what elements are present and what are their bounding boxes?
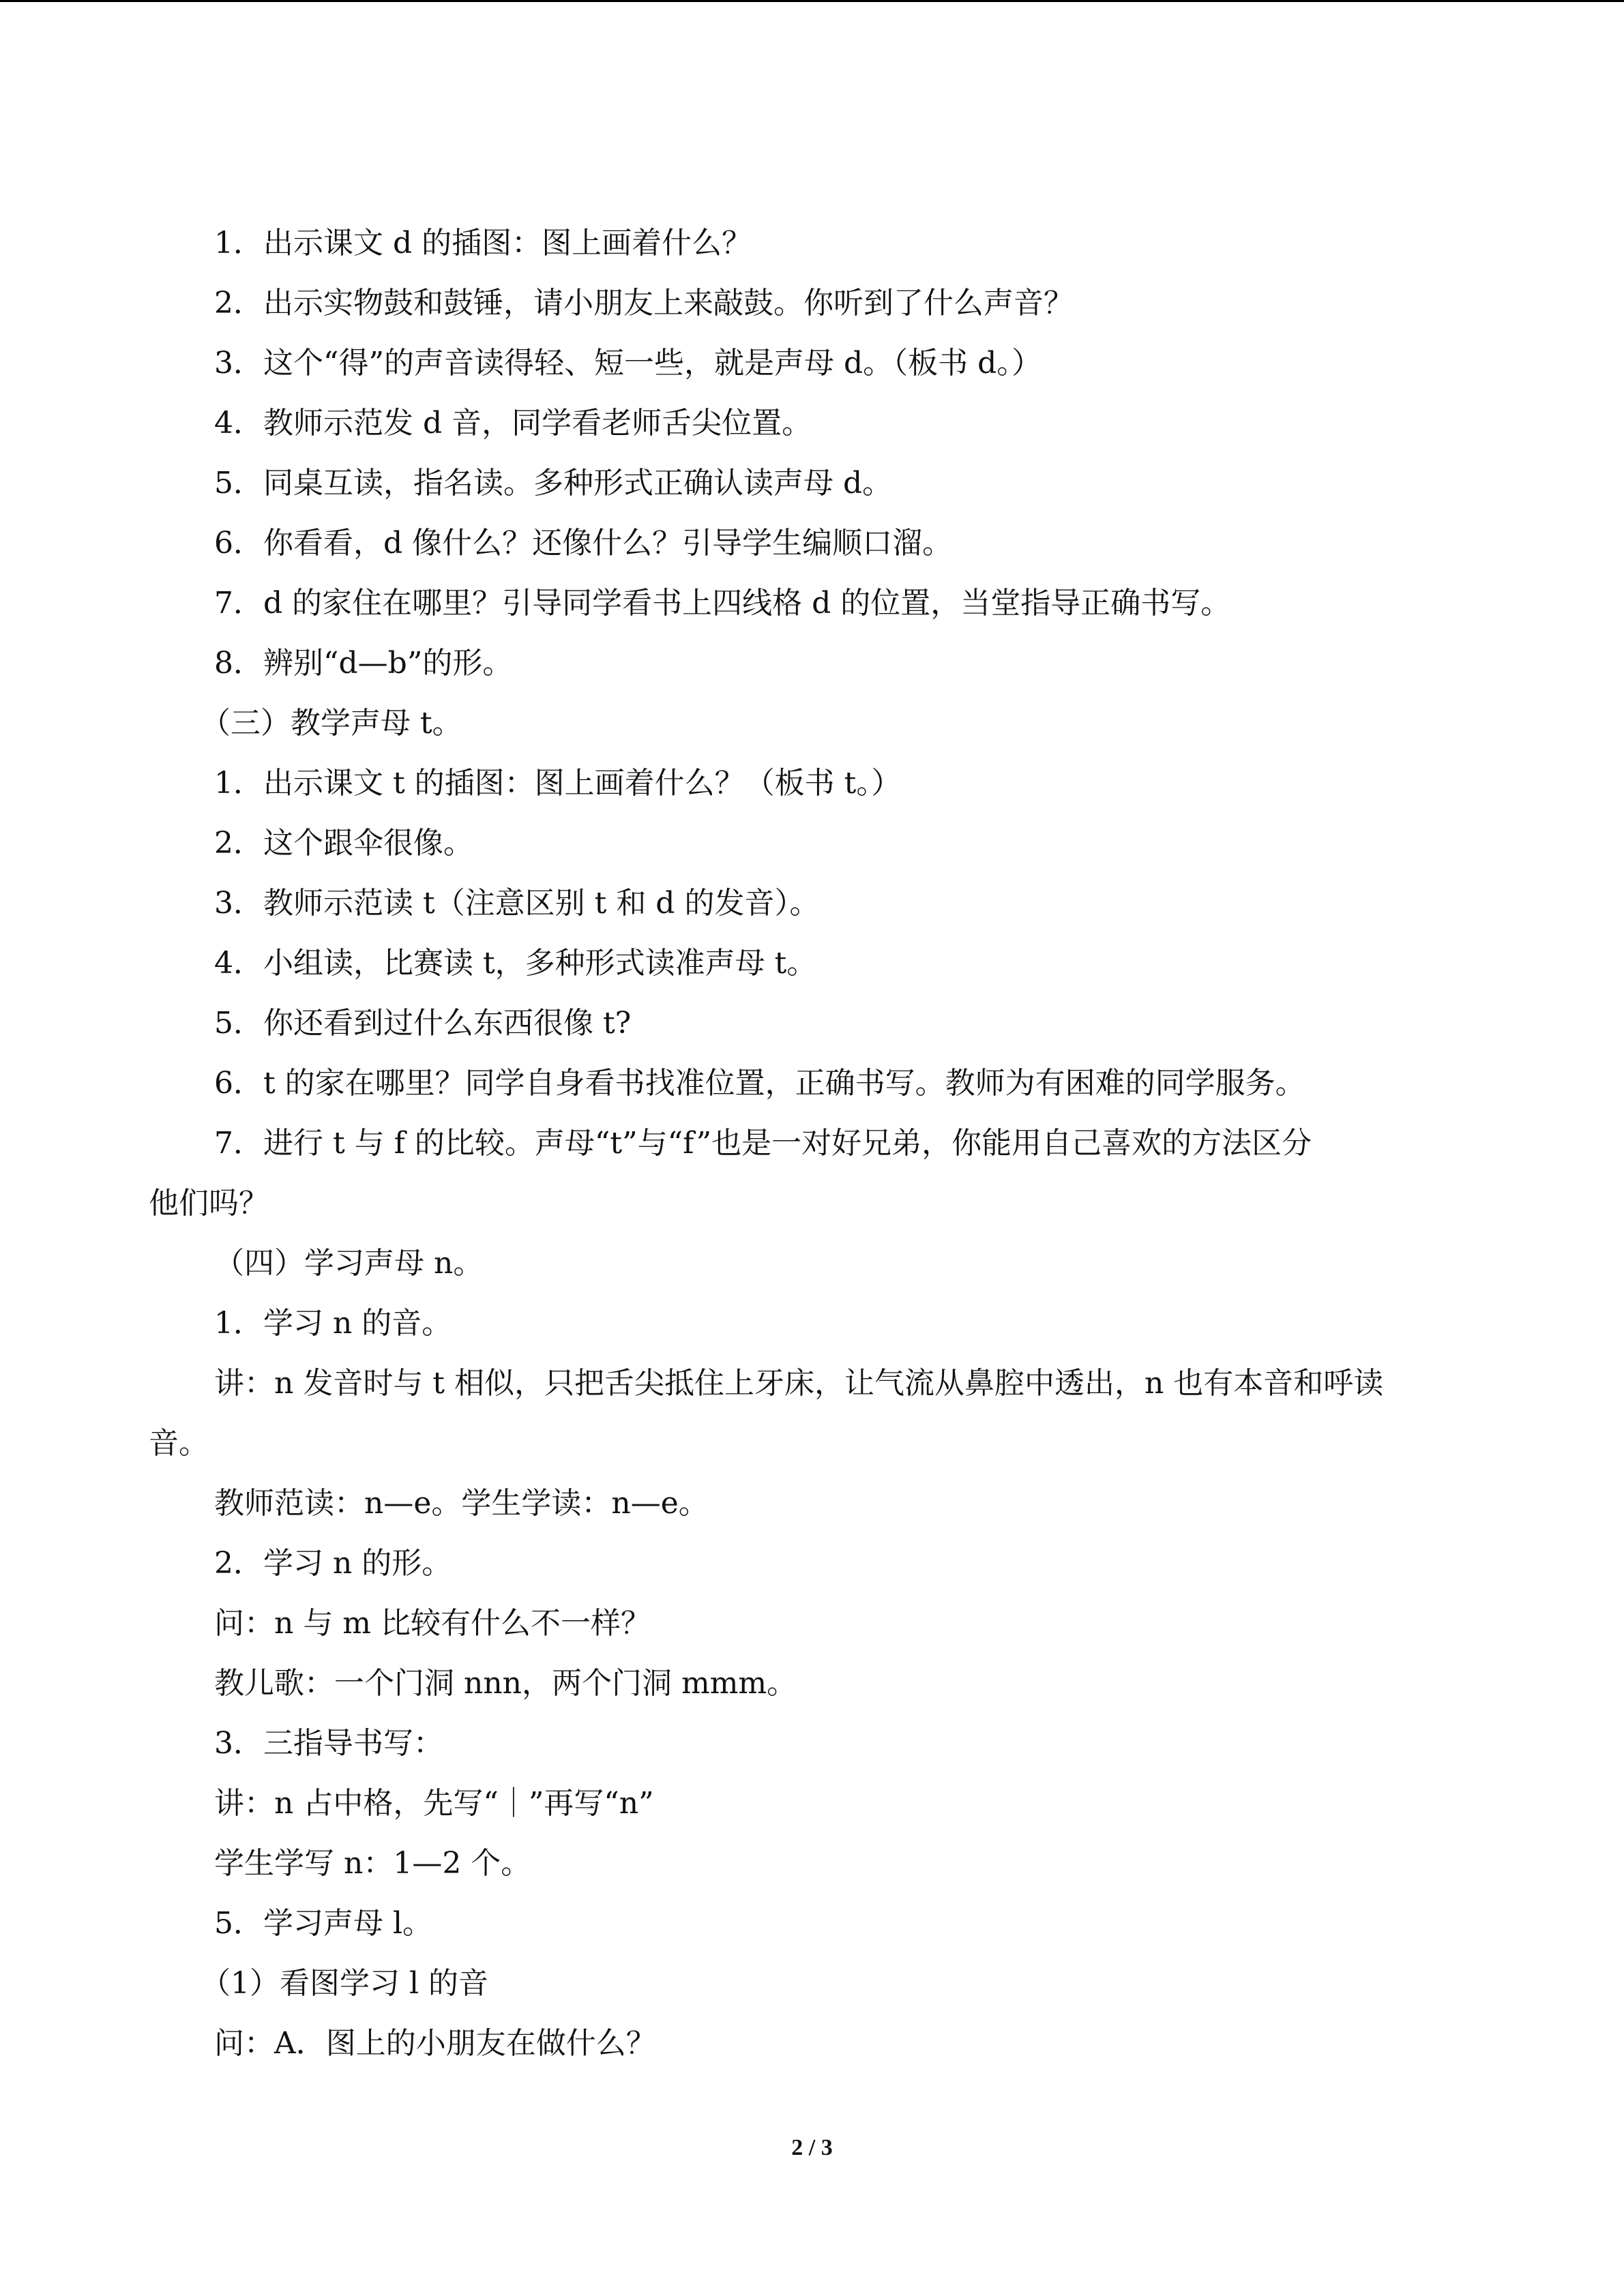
text-line-16: 7．进行 t 与 f 的比较。声母“t”与“f”也是一对好兄弟，你能用自己喜欢的方法区分: [214, 1126, 1312, 1161]
section-heading-4: （四）学习声母 n。: [214, 1246, 484, 1281]
page-number: 2 / 3: [791, 2135, 833, 2160]
text-line-27: 讲：n 占中格，先写“｜”再写“n”: [214, 1786, 654, 1821]
text-line-6: 6．你看看，d 像什么？还像什么？引导学生编顺口溜。: [214, 526, 953, 561]
text-line-31: 问：A．图上的小朋友在做什么？: [214, 2026, 656, 2061]
text-line-30: （1）看图学习 l 的音: [201, 1966, 489, 2001]
text-line-14: 5．你还看到过什么东西很像 t?: [214, 1006, 632, 1041]
text-line-17: 他们吗？: [149, 1186, 269, 1221]
text-line-11: 2．这个跟伞很像。: [214, 826, 473, 861]
text-line-25: 教儿歌：一个门洞 nnn，两个门洞 mmm。: [214, 1666, 797, 1701]
text-line-1: 1．出示课文 d 的插图：图上画着什么？: [214, 226, 752, 260]
text-line-29: 5．学习声母 l。: [214, 1906, 433, 1941]
text-line-8: 8．辨别“d—b”的形。: [214, 646, 513, 681]
text-line-7: 7．d 的家住在哪里？引导同学看书上四线格 d 的位置，当堂指导正确书写。: [214, 586, 1231, 621]
text-line-15: 6．t 的家在哪里？同学自身看书找准位置，正确书写。教师为有困难的同学服务。: [214, 1066, 1305, 1101]
text-line-23: 2．学习 n 的形。: [214, 1546, 452, 1581]
text-line-24: 问：n 与 m 比较有什么不一样？: [214, 1606, 651, 1641]
text-line-22: 教师范读：n—e。学生学读：n—e。: [214, 1486, 709, 1521]
text-line-3: 3．这个“得”的声音读得轻、短一些，就是声母 d。（板书 d。）: [214, 346, 1042, 381]
text-line-21: 音。: [149, 1426, 209, 1461]
document-body: [149, 213, 1472, 2074]
section-heading-3: （三）教学声母 t。: [201, 706, 462, 741]
text-line-5: 5．同桌互读，指名读。多种形式正确认读声母 d。: [214, 466, 893, 501]
text-line-19: 1．学习 n 的音。: [214, 1306, 452, 1341]
text-line-12: 3．教师示范读 t（注意区别 t 和 d 的发音）。: [214, 886, 820, 921]
text-line-20: 讲：n 发音时与 t 相似，只把舌尖抵住上牙床，让气流从鼻腔中透出，n 也有本音和呼读: [214, 1366, 1384, 1401]
text-line-2: 2．出示实物鼓和鼓锤，请小朋友上来敲鼓。你听到了什么声音？: [214, 286, 1074, 320]
text-line-26: 3．三指导书写：: [214, 1726, 443, 1761]
text-line-28: 学生学写 n：1—2 个。: [214, 1846, 531, 1881]
text-line-10: 1．出示课文 t 的插图：图上画着什么？（板书 t。）: [214, 766, 902, 801]
text-line-4: 4．教师示范发 d 音，同学看老师舌尖位置。: [214, 406, 812, 441]
text-line-13: 4．小组读，比赛读 t，多种形式读准声母 t。: [214, 946, 817, 981]
